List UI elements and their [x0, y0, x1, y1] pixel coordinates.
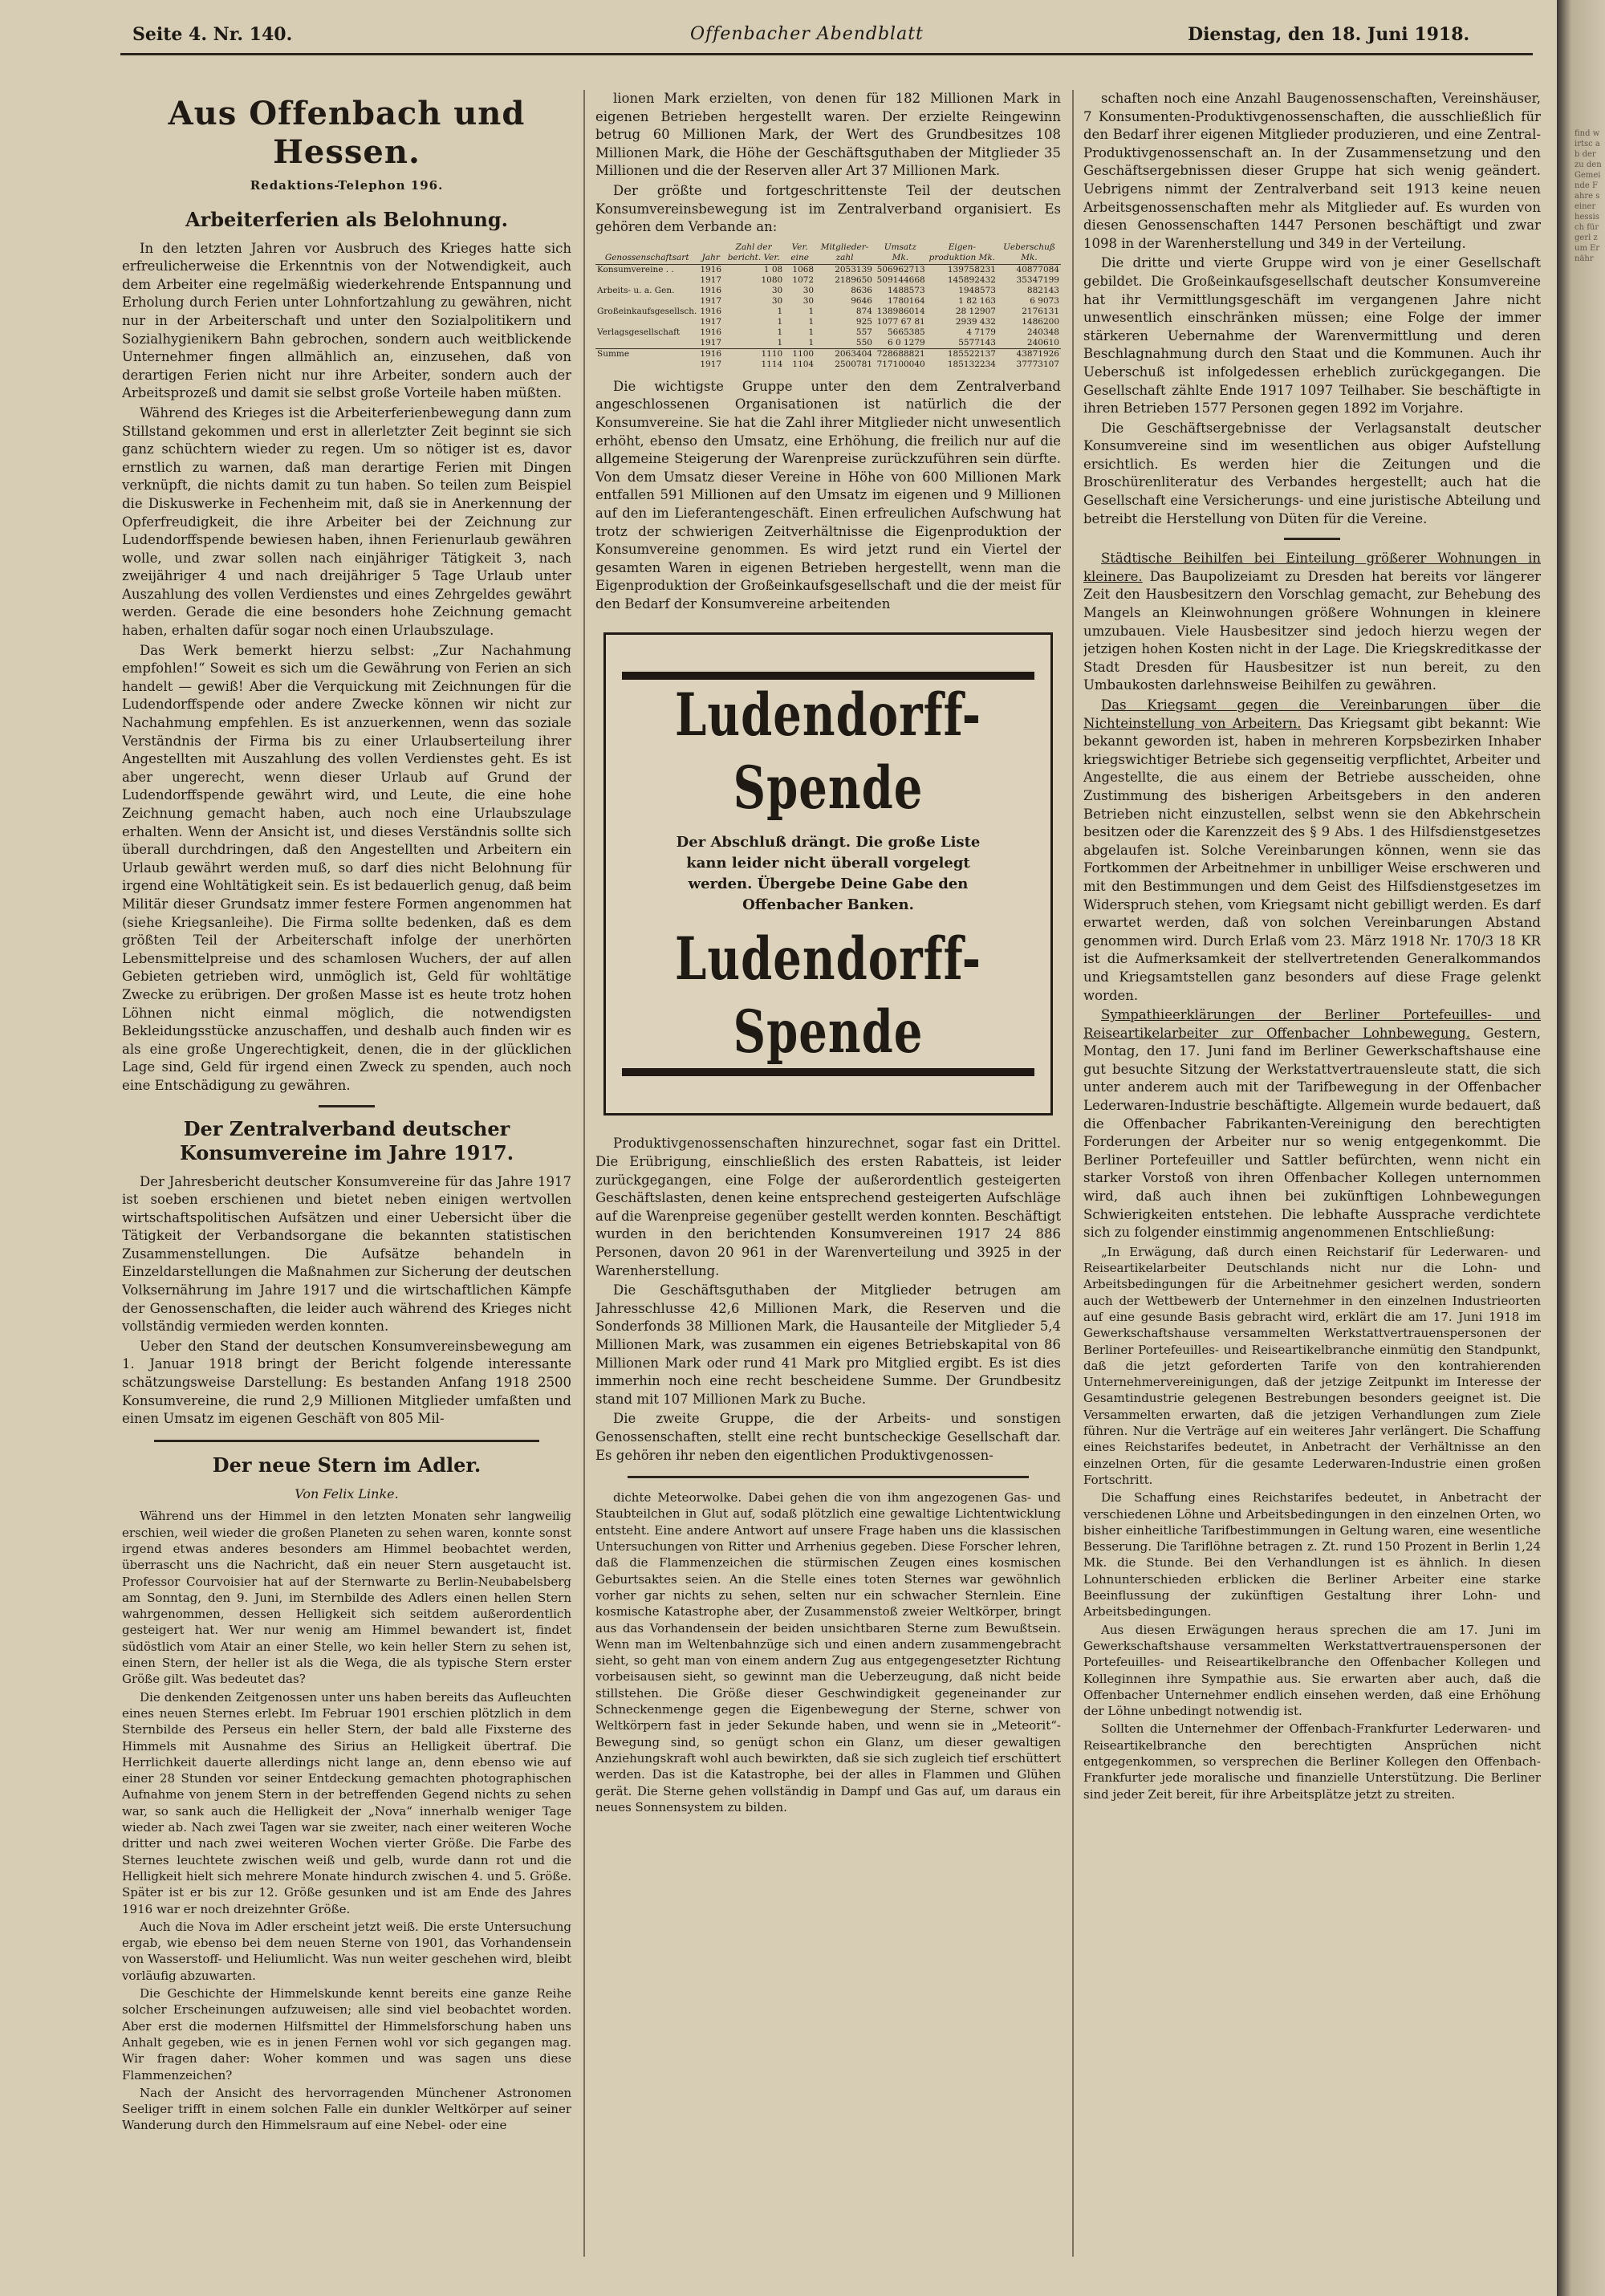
table-cell	[595, 275, 698, 286]
table-cell: 728688821	[874, 348, 927, 360]
byline: Von Felix Linke.	[295, 1485, 399, 1502]
table-cell: 1	[808, 327, 815, 337]
table-cell	[595, 360, 698, 370]
table-cell: 138986014	[876, 306, 925, 316]
table-cell: 145892432	[947, 274, 996, 285]
table-cell: 717100040	[876, 359, 925, 369]
table-cell: 2939 432	[955, 316, 996, 327]
newspaper-name: Offenbacher Abendblatt	[690, 24, 924, 44]
table-cell: 185522137	[927, 348, 998, 360]
paragraph: Die Geschäftsguthaben der Mitglieder betrugen am Jahresschlusse 42,6 Millionen Mark, die Reserven und die Sonderfonds 38 Millionen Mark, die Hausanteile der Mitglieder 5,4 Millionen Mark, was zusammen ein eigenes Betriebskapital von 86 Millionen Mark oder rund 41 Mark pro Mitglied ergibt. Es ist dies immerhin noch eine recht bescheidene Summe. Der Grundbesitz stand mit 107 Millionen Mark zu Buche.	[595, 1282, 1061, 1407]
table-cell: Großeinkaufsgesellsch.	[597, 306, 697, 316]
table-cell: 2063404	[815, 348, 874, 360]
paragraph: Sollten die Unternehmer der Offenbach-Frankfurter Lederwaren- und Reiseartikelbranche den berechtigten Ansprüchen nicht entgegenkommen, so versprechen die Berliner Kollegen den Offenbach-Frankfurter jede moralische und finanzielle Unterstützung. Die Berliner sind jeder Zeit bereit, für ihre Arbeitsplätze jetzt zu streiten.	[1083, 1721, 1541, 1802]
table-header: Zahl der bericht. Ver.	[723, 242, 784, 265]
divider	[1284, 538, 1340, 540]
page-number: Seite 4. Nr. 140.	[132, 24, 293, 45]
ludendorff-spende-ad	[603, 632, 1053, 1115]
article-title-stern: Der neue Stern im Adler.	[212, 1453, 482, 1477]
news-lead: Sympathieerklärungen der Berliner Portefeuilles- und Reiseartikelarbeiter zur Offenbacher Lohnbewegung.	[1083, 1007, 1541, 1041]
table-cell	[595, 296, 698, 307]
table-row	[595, 317, 1061, 327]
table-cell: 1	[777, 327, 783, 337]
table-cell: 35347199	[1016, 274, 1059, 285]
table-cell: Konsumvereine . .	[597, 264, 674, 274]
table-cell: Verlagsgesellschaft	[597, 327, 681, 337]
paragraph: Aus diesen Erwägungen heraus sprechen die am 17. Juni im Gewerkschaftshause versammelten Werkstattvertrauenspersonen der Portefeuilles- und Reiseartikelbranche den Offenbacher Kollegen und Kolleginnen ihre Sympathie aus. Sie erwarten aber auch, daß die Offenbacher Unternehmer endlich einsehen werden, daß eine Erhöhung der Löhne unbedingt notwendig ist.	[1083, 1622, 1541, 1719]
table-cell: 1486200	[1022, 316, 1059, 327]
table-cell: 1 82 163	[958, 295, 996, 306]
paragraph: Der größte und fortgeschrittenste Teil der deutschen Konsumvereinsbewegung ist im Zentralverband organisiert. Es gehören dem Verbande an:	[595, 182, 1061, 235]
table-cell: 2189650	[835, 274, 872, 285]
table-cell: 1104	[792, 359, 815, 369]
table-cell: 925	[855, 316, 872, 327]
article-title-zentralverband: Der Zentralverband deutscher Konsumvereine im Jahre 1917.	[179, 1116, 514, 1164]
table-cell: 4 7179	[966, 327, 996, 337]
article-title-ferien: Arbeiterferien als Belohnung.	[185, 207, 508, 231]
table-row	[595, 338, 1061, 349]
table-cell: 1948573	[958, 285, 996, 295]
table-row	[595, 327, 1061, 338]
table-row	[595, 286, 1061, 296]
table-header: Ver. eine	[784, 242, 815, 265]
table-cell: 509144668	[876, 274, 925, 285]
paragraph: Die Geschichte der Himmelskunde kennt bereits eine ganze Reihe solcher Erscheinungen aufzuweisen; alle sind viel beobachtet worden. Aber erst die modernen Hilfsmittel der Himmelsforschung haben uns Anhalt gegeben, wie es in jenen Fernen wohl vor sich gegangen mag. Wir fragen daher: Woher kommen und was sagen uns diese Flammenzeichen?	[122, 1986, 571, 2083]
table-cell: 1488573	[887, 285, 925, 295]
table-cell: 43871926	[998, 348, 1061, 360]
table-cell: 2500781	[835, 359, 872, 369]
table-cell: 1080	[761, 274, 783, 285]
table-cell: 1	[808, 337, 815, 347]
table-cell: 37773107	[1016, 359, 1059, 369]
table-cell: 1	[808, 306, 815, 316]
table-cell: 1916	[700, 285, 722, 295]
table-cell: 874	[855, 306, 872, 316]
table-row	[595, 348, 1061, 360]
table-header: Jahr	[698, 242, 723, 265]
table-cell: 1	[777, 337, 783, 347]
table-cell: 1917	[700, 295, 722, 306]
table-cell: 30	[802, 295, 815, 306]
paragraph: In den letzten Jahren vor Ausbruch des Krieges hatte sich erfreulicherweise die Erkenntnis von der Notwendigkeit, auch dem Arbeiter eine regelmäßig wiederkehrende Entspannung und Erholung durch Ferien unter Lohnfortzahlung zu gewähren, nicht nur in der Arbeiterschaft und unter den Sozialpolitikern und Sozialhygienikern Bahn gebrochen, sondern auch weitblickende Unternehmer fingen allmählich an, einzusehen, daß von derartigen Ferien nicht nur ihre Arbeiter, sondern auch der Arbeitsprozeß und damit sie selbst große Vorteile haben müßten.	[122, 240, 571, 401]
table-cell: 240610	[1026, 337, 1059, 347]
paragraph: dichte Meteorwolke. Dabei gehen die von ihm angezogenen Gas- und Staubteilchen in Glut auf, sodaß plötzlich eine gewaltige Lichtentwicklung entsteht. Eine andere Antwort auf unsere Frage haben uns die klassischen Untersuchungen von Ritter und Arrhenius gegeben. Diese Forscher lehren, daß die Flammenzeichen die stürmischen Zeugen eines kosmischen Geburtsaktes seien. An die Stelle eines toten Sternes war gewöhnlich vorher gar nichts zu sehen, selten nur ein schwacher Sternlein. Eine kosmische Katastrophe aber, der Zusammenstoß zweier Weltkörper, bringt aus das Vorhandensein der beiden unsichtbaren Sterne zum Bewußtsein. Wenn man im Weltenbahnzüge sich und einen andern zusammengebracht sieht, so geht man von einem andern Zug aus entgegengesetzter Richtung vorbeisausen sieht, so gewinnt man die Ueberzeugung, daß nicht beide stillstehen. Die Größe dieser Geschwindigkeit gegeneinander zur Schneckenmenge gegen die Eigenbewegung der Sterne, schwer von Weltkörpern fast in jeder Sekunde haben, und wenn sie in „Meteorit“-Bewegung sind, so genügt schon ein Glanz, um dieser gewaltigen Anziehungskraft wohl auch bewirkten, daß sie sich zugleich tief erschüttert werden. Das ist die Katastrophe, bei der alles in Flammen und Glühen gerät. Die Sterne gehen vollständig in Dampf und Gas auf, um daraus ein neues Sonnensystem zu bilden.	[595, 1490, 1061, 1814]
header-rule	[120, 53, 1533, 55]
adjacent-page-text: find wirtsc ab der zu den Gemeinde Fahre seiner hessisch fürgerl zum Ernähr	[1575, 129, 1602, 263]
column-divider	[1072, 90, 1074, 2257]
table-header: Genossenschaftsart	[595, 242, 698, 265]
ad-title: Ludendorff-Spende	[674, 925, 982, 1067]
paragraph: Auch die Nova im Adler erscheint jetzt weiß. Die erste Untersuchung ergab, wie ebenso bei dem neuen Sterne von 1901, das Vorhandensein von Wasserstoff- und Heliumlicht. Was nun weiter geschehen wird, bleibt vorläufig abzuwarten.	[122, 1919, 571, 1983]
table-cell: 1 08	[763, 264, 783, 274]
paragraph: schaften noch eine Anzahl Baugenossenschaften, Vereinshäuser, 7 Konsumenten-Produktivgenossenschaften, die ausschließlich für den Bedarf ihrer eigenen Mitglieder produzieren, und eine Zentral-Produktivgenossenschaft an. In der Zusammensetzung und den Geschäftsergebnissen dieser Gruppe hat sich wenig geändert. Uebrigens nimmt der Zentralverband seit 1913 keine neuen Arbeitsgenossenschaften mehr als Mitglieder auf. Es wurden von diesen Genossenschaften 1447 Personen beschäftigt und zwar 1098 in der Warenherstellung und 349 in der Verteilung.	[1083, 91, 1541, 251]
paragraph: Ueber den Stand der deutschen Konsumvereinsbewegung am 1. Januar 1918 bringt der Bericht folgende interessante schätzungsweise Darstellung: Es bestanden Anfang 1918 2500 Konsumvereine, die rund 2,9 Millionen Mitglieder umfaßten und einen Umsatz im eigenen Geschäft von 805 Mil-	[122, 1338, 571, 1427]
table-header: Umsatz Mk.	[874, 242, 927, 265]
table-cell: 1917	[700, 274, 722, 285]
column-3	[1083, 90, 1541, 2257]
paragraph: Nach der Ansicht des hervorragenden Münchener Astronomen Seeliger trifft in einem solchen Falle ein dunkler Weltkörper auf seiner Wanderung durch den Himmelsraum auf eine Nebel- oder eine	[122, 2085, 571, 2133]
news-item	[1083, 1006, 1541, 1242]
column-2	[595, 90, 1061, 2257]
table-cell: 1916	[700, 327, 722, 337]
table-cell: 5665385	[887, 327, 925, 337]
table-cell: 2053139	[835, 264, 872, 274]
table-row	[595, 296, 1061, 307]
table-cell	[595, 317, 698, 327]
table-cell: 40877084	[1016, 264, 1059, 274]
table-cell: 2176131	[1022, 306, 1059, 316]
table-cell: 1917	[700, 316, 722, 327]
paragraph: Die Geschäftsergebnisse der Verlagsanstalt deutscher Konsumvereine sind im wesentlichen aus obiger Aufstellung ersichtlich. Es werden hier die Zeitungen und die Broschürenliteratur des Verbandes hergestellt; auch hat die Gesellschaft eine Versicherungs- und eine juristische Abteilung und betreibt die Herstellung von Düten für die Vereine.	[1083, 420, 1541, 526]
table-cell: 506962713	[876, 264, 925, 274]
table-cell	[595, 338, 698, 349]
paragraph: lionen Mark erzielten, von denen für 182 Millionen Mark in eigenen Betrieben hergestellt waren. Der erzielte Reingewinn betrug 60 Millionen Mark, der Wert des Grundbesitzes 108 Millionen Mark, die Höhe der Geschäftsguthaben der Mitglieder 35 Millionen und die der Reserven aller Art 37 Millionen Mark.	[595, 91, 1061, 179]
table-cell: 1	[808, 316, 815, 327]
paragraph: Die denkenden Zeitgenossen unter uns haben bereits das Aufleuchten eines neuen Sternes erlebt. Im Februar 1901 erschien plötzlich in dem Sternbilde des Perseus ein heller Stern, der bald alle Fixsterne des Himmels mit Ausnahme des Sirius an Helligkeit übertraf. Die Herrlichkeit dauerte allerdings nicht lange an, denn ebenso wie auf einer 28 Stunden vor seiner Entdeckung gemachten photographischen Aufnahme von jenem Stern in der betreffenden Gegend nichts zu sehen war, so sank auch die Helligkeit der „Nova“ innerhalb weniger Tage wieder ab. Nach zwei Tagen war sie zweiter, nach einer weiteren Woche dritter und nach zwei weiteren Wochen vierter Größe. Die Farbe des Sternes leuchtete zwischen weiß und gelb, wurde dann rot und die Helligkeit hielt sich mehrere Monate hindurch zwischen 4. und 5. Größe. Später ist er bis zur 12. Größe gesunken und ist am Ende des Jahres 1916 war er noch dreizehnter Größe.	[122, 1689, 571, 1916]
news-text: Gestern, Montag, den 17. Juni fand im Berliner Gewerkschaftshause eine gut besuchte Sitzung der Werkstattvertrauensleute statt, die sich unter anderem auch mit der Tarifbewegung in der Offenbacher Lederwaren-Industrie beschäftigte. Allgemein wurde bedauert, daß die Offenbacher Fabrikanten-Vereinigung den berechtigten Forderungen der Arbeiter nur so wenig entgegenkommt. Die Berliner Portefeuiller und Sattler befürchten, wenn nicht ein starker Vorstoß von ihren Offenbacher Kollegen unternommen wird, daß auch ihnen bei zukünftigen Lohnbewegungen Schwierigkeiten entstehen. Die lebhafte Aussprache verdichtete sich zu folgender einstimmig angenommenen Entschließung:	[1083, 1025, 1541, 1241]
table-row	[595, 275, 1061, 286]
table-cell: 6 9073	[1030, 295, 1059, 306]
news-lead: Das Kriegsamt gegen die Vereinbarungen über die Nichteinstellung von Arbeitern.	[1083, 697, 1541, 731]
table-row	[595, 264, 1061, 275]
article-body	[595, 1489, 1061, 1815]
column-1	[122, 90, 571, 2257]
news-item	[1083, 697, 1541, 1005]
table-cell: 6 0 1279	[887, 337, 925, 347]
divider	[628, 1476, 1029, 1478]
paragraph: „In Erwägung, daß durch einen Reichstarif für Lederwaren- und Reiseartikelarbeiter Deutschlands nicht nur die Lohn- und Arbeitsbedingungen für die Arbeitnehmer gesichert werden, sondern auch der Wettbewerb der Unternehmer in den einzelnen Industrieorten auf eine gesunde Basis gebracht wird, erklärt die am 17. Juni 1918 im Gewerkschaftshause versammelten Werkstattvertrauenspersonen der Berliner Portefeuilles- und Reiseartikelbranche einmütig den Standpunkt, daß die jetzt geforderten Tarife von den kontrahierenden Unternehmervereinigungen, daß der jetzige Zeitpunkt im Interesse der Gesamtindustrie gelegenen Bestrebungen besonders geeignet ist. Die Versammelten erwarten, daß die jetzigen Verhandlungen zum Ziele führen. Nur die Verträge auf ein weiteres Jahr verlängert. Die Schaffung eines Reichstarifes bedeutet, in Anbetracht der Verhältnisse an den einzelnen Orten, für die gesamte Lederwaren-Industrie einen großen Fortschritt.	[1083, 1244, 1541, 1487]
table-cell: 5577143	[958, 337, 996, 347]
table-cell: 1780164	[887, 295, 925, 306]
table-cell: 1100	[784, 348, 815, 360]
article-body	[1083, 1244, 1541, 1802]
table-cell: 1916	[700, 306, 722, 316]
ad-bar	[622, 1068, 1034, 1076]
table-cell: 1916	[700, 264, 722, 274]
table-cell: 1	[777, 316, 783, 327]
table-cell: 1917	[700, 337, 722, 347]
table-cell: 1114	[761, 359, 783, 369]
table-cell: 1917	[700, 359, 722, 369]
table-header: Mitglieder-zahl	[815, 242, 874, 265]
news-text: Das Kriegsamt gibt bekannt: Wie bekannt geworden ist, haben in mehreren Korpsbezirken Inhaber kriegswichtiger Betriebe sich gegenseitig verpflichtet, Arbeiter und Angestellte, die aus einem der Betriebe ausscheiden, ohne Zustimmung des bisherigen Arbeitsgebers in den anderen Betrieben nicht einzustellen, selbst wenn sie den Abkehrschein besitzen oder die Karenzzeit des § 9 Abs. 1 des Hilfsdienstgesetzes abgelaufen ist. Solche Vereinbarungen können, wenn sie das Fortkommen der Arbeitnehmer in unbilliger Weise erschweren und mit den Bestimmungen und dem Geist des Hilfsdienstgesetzes im Widerspruch stehen, vom Kriegsamt nicht gebilligt werden. Es darf erwartet werden, daß von solchen Vereinbarungen Abstand genommen wird. Durch Erlaß vom 23. März 1918 Nr. 170/3 18 KR ist die Aufmerksamkeit der stellvertretenden Generalkommandos und Kriegsamtstellen ganz besonders auf diese Frage gelenkt worden.	[1083, 715, 1541, 1003]
table-cell: 28 12907	[955, 306, 996, 316]
paragraph: Die dritte und vierte Gruppe wird von je einer Gesellschaft gebildet. Die Großeinkaufsgesellschaft deutscher Konsumvereine hat ihr Vermittlungsgeschäft im vergangenen Jahre nicht unwesentlich einschränken müssen; eine Folge der immer stärkeren Uebernahme der Warenvermittlung und deren Beschlagnahmung durch den Staat und die Kommunen. Auch ihr Ueberschuß ist infolgedessen erheblich zurückgegangen. Die Gesellschaft zählte Ende 1917 1097 Teilhaber. Sie beschäftigte in ihren Betrieben 1577 Personen gegen 1892 im Vorjahre.	[1083, 255, 1541, 417]
table-cell: 1077 67 81	[876, 316, 925, 327]
table-cell: 1068	[792, 264, 815, 274]
paragraph: Die wichtigste Gruppe unter den dem Zentralverband angeschlossenen Organisationen ist natürlich die der Konsumvereine. Sie hat die Zahl ihrer Mitglieder nicht unwesentlich erhöht, ebenso den Umsatz, eine Erhöhung, die freilich nur auf die allgemeine Steigerung der Warenpreise zurückzuführen sein dürfte. Von dem Umsatz dieser Vereine in Höhe von 600 Millionen Mark entfallen 591 Millionen auf den Umsatz im eigenen und 9 Millionen auf den im Lieferantengeschäft. Einen erfreulichen Aufschwung hat trotz der schwierigen Zeitverhältnisse die Eigenproduktion der Konsumvereine genommen. Es wird jetzt rund ein Viertel der gesamten Waren in eigenen Betrieben hergestellt, wenn man die Eigenproduktion der Großeinkaufsgesellschaft und die der meist für den Bedarf der Konsumvereine arbeitenden	[595, 378, 1061, 612]
table-cell: 9646	[851, 295, 872, 306]
table-cell: 1072	[792, 274, 815, 285]
table-cell: 550	[855, 337, 872, 347]
paragraph: Das Werk bemerkt hierzu selbst: „Zur Nachahmung empfohlen!“ Soweit es sich um die Gewährung von Ferien an sich handelt — gewiß! Aber die Verquickung mit Zeichnungen für die Ludendorffspende oder andere Zwecke können wir nicht zur Nachahmung empfehlen. Es ist anzuerkennen, wenn das soziale Verständnis der Firma bis zu einer Urlaubserteilung ihrer Angestellten mit Auszahlung des vollen Verdienstes geht. Es ist aber ungerecht, wenn dieser Urlaub auf Grund der Ludendorffspende gewährt wird, und Leute, die eine hohe Zeichnung gemacht haben, auch noch eine Urlaubszulage erhalten. Wenn der Ansicht ist, und dieses Verständnis sollte sich überall durchdringen, daß den Angestellten und Arbeitern ein Urlaub gewährt werden muß, so darf dies nicht Belohnung für irgend eine Wohltätigkeit sein. Es ist bedauerlich genug, daß beim Militär dieser Grundsatz immer festere Formen angenommen hat (siehe Kriegsanleihe). Die Firma sollte bedenken, daß es dem größten Teil der Arbeiterschaft infolge der unerhörten Lebensmittelpreise und des schamlosen Wuchers, der auf allen Gebieten getrieben wird, unmöglich ist, Geld für wohltätige Zwecke zu erübrigen. Der großen Masse ist es heute trotz hohen Löhnen nicht einmal möglich, die notwendigsten Bekleidungsstücke anzuschaffen, und deshalb auch finden wir es als eine große Ungerechtigkeit, denen, die in der glücklichen Lage sind, Geld für irgend einen Zweck zu spenden, auch noch eine Entschädigung zu gewähren.	[122, 642, 571, 1093]
table-cell: 240348	[1026, 327, 1059, 337]
table-row	[595, 307, 1061, 317]
article-body	[122, 1508, 571, 2133]
paragraph: Die Schaffung eines Reichstarifes bedeutet, in Anbetracht der verschiedenen Löhne und Arbeitsbedingungen in den einzelnen Orten, wo bisher einheitliche Tarifbestimmungen in Geltung waren, eine wesentliche Besserung. Die Tariflöhne betragen z. Zt. rund 150 Prozent in Berlin 1,24 Mk. die Stunde. Bei den Verhandlungen ist es ähnlich. In diesen Lohnunterschieden erblicken die Berliner Arbeiter eine starke Beeinflussung der zukünftigen Gestaltung ihrer Lohn- und Arbeitsbedingungen.	[1083, 1490, 1541, 1619]
news-item	[1083, 550, 1541, 695]
table-cell: 557	[855, 327, 872, 337]
paragraph: Die zweite Gruppe, die der Arbeits- und sonstigen Genossenschaften, stellt eine recht buntscheckige Gesellschaft dar. Es gehören ihr neben den eigentlichen Produktivgenossen-	[595, 1411, 1061, 1463]
table-cell: 185132234	[947, 359, 996, 369]
news-text: Das Baupolizeiamt zu Dresden hat bereits vor längerer Zeit den Hausbesitzern den Vorschlag gemacht, zur Behebung des Mangels an Kleinwohnungen größere Wohnungen in kleinere umzubauen. Viele Hausbesitzer sind jedoch hierzu wegen der jetzigen hohen Kosten nicht in der Lage. Die Kriegskreditkasse der Stadt Dresden für Hausbesitzer ist nun bereit, zu den Umbaukosten darlehnsweise Beihilfen zu gewähren.	[1083, 568, 1541, 693]
table-header: Ueberschuß Mk.	[998, 242, 1061, 265]
issue-date: Dienstag, den 18. Juni 1918.	[1188, 24, 1470, 45]
table-cell: 30	[771, 285, 783, 295]
divider	[154, 1440, 539, 1442]
table-cell: 30	[771, 295, 783, 306]
table-cell: 1	[777, 306, 783, 316]
ad-text: Der Abschluß drängt. Die große Liste kann leider nicht überall vorgelegt werden. Übergebe Deine Gabe den Offenbacher Banken.	[676, 834, 981, 914]
table-cell: 1916	[700, 348, 722, 359]
paragraph: Während uns der Himmel in den letzten Monaten sehr langweilig erschien, weil wieder die großen Planeten zu sehen waren, konnte sonst irgend etwas anderes besonders am Himmel beobachtet werden, überrascht uns die Nachricht, daß ein neuer Stern ausgetaucht ist. Professor Courvoisier hat auf der Sternwarte zu Berlin-Neubabelsberg am Sonntag, den 9. Juni, im Sternbilde des Adlers einen hellen Stern wahrgenommen, dessen Helligkeit sich seitdem außerordentlich gesteigert hat. Wer nur wenig am Himmel bewandert ist, findet südöstlich vom Atair an einer Stelle, wo kein heller Stern zu sehen ist, einen Stern, der heller ist als die Wega, die als typische Stern erster Größe gilt. Was bedeutet das?	[122, 1509, 571, 1687]
column-divider	[583, 90, 585, 2257]
section-title: Aus Offenbach und Hessen.	[168, 95, 526, 171]
table-cell: Summe	[595, 348, 698, 360]
table-cell: 1110	[723, 348, 784, 360]
table-cell: 882143	[1026, 285, 1059, 295]
adjacent-page-edge	[1557, 0, 1605, 2296]
paragraph: Der Jahresbericht deutscher Konsumvereine für das Jahre 1917 ist soeben erschienen und bietet neben einigen wertvollen wirtschaftspolitischen Aufsätzen und einer Uebersicht über die Tätigkeit der Verbandsorgane die bekannten statistischen Zusammenstellungen. Die Aufsätze behandeln in Einzeldarstellungen die Maßnahmen zur Sicherung der deutschen Volksernährung im Jahre 1917 und die wirtschaftlichen Kämpfe der Genossenschaften, die leider auch während des Krieges nicht vollständig vermieden werden konnten.	[122, 1173, 571, 1335]
ad-title: Ludendorff-Spende	[674, 681, 982, 823]
news-lead: Städtische Beihilfen bei Einteilung größerer Wohnungen in kleinere.	[1083, 551, 1541, 584]
table-row	[595, 360, 1061, 370]
table-cell: 139758231	[947, 264, 996, 274]
paragraph: Während des Krieges ist die Arbeiterferienbewegung dann zum Stillstand gekommen und erst in allerletzter Zeit beginnt sie sich ganz schüchtern wieder zu regen. Um so nötiger ist es, davor ernstlich zu warnen, daß man derartige Ferien mit Dingen verknüpft, die nichts damit zu tun haben. So teilen zum Beispiel die Diskuswerke in Fechenheim mit, daß sie in Anerkennung der Opferfreudigkeit, die ihre Arbeiter bei der Zeichnung zur Ludendorffspende bewiesen haben, ihnen Ferienurlaub gewähren wolle, und zwar sollen nach einjähriger Tätigkeit 3, nach zweijähriger 4 und nach dreijähriger 5 Tage Urlaub unter Auszahlung des vollen Verdienstes und eines Zehrgeldes gewährt werden. Gerade die eine besonders hohe Zeichnung gemacht haben, erhalten dafür sogar noch einen Urlaubszulage.	[122, 404, 571, 639]
table-header: Eigen-produktion Mk.	[927, 242, 998, 265]
table-cell: 8636	[851, 285, 872, 295]
table-cell: 30	[802, 285, 815, 295]
paragraph: Produktivgenossenschaften hinzurechnet, sogar fast ein Drittel. Die Erübrigung, einschließlich des ersten Rabatteis, ist leider zurückgegangen, eine Folge der außerordentlich gesteigerten Geschäftslasten, denen keine entsprechend gesteigerten Aufschläge auf die Warenpreise gegenüber gestellt werden konnten. Beschäftigt wurden in den berichtenden Konsumvereinen 1917 24 886 Personen, davon 20 961 in der Warenverteilung und 3925 in der Warenherstellung.	[595, 1136, 1061, 1278]
divider	[319, 1105, 375, 1107]
statistics-table	[595, 242, 1061, 370]
redaktion-telephone: Redaktions-Telephon 196.	[250, 178, 444, 193]
table-cell: Arbeits- u. a. Gen.	[597, 285, 675, 295]
